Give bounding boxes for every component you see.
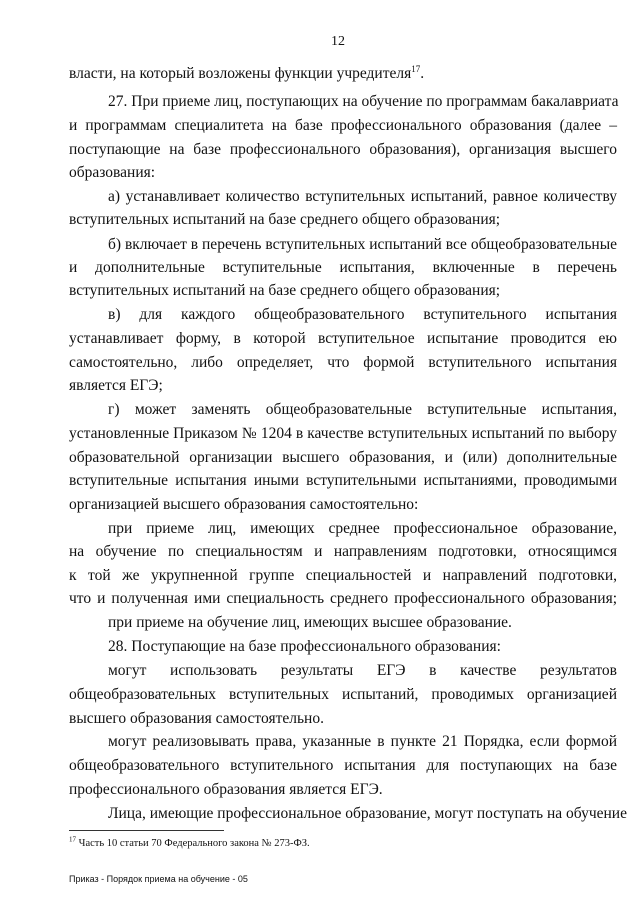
text-line bbox=[108, 519, 617, 538]
line-text: и дополнительные вступительные испытания, включенные в перечень bbox=[69, 259, 617, 276]
line-text: общеобразовательного вступительного испытания для поступающих на базе bbox=[69, 757, 617, 774]
text-line bbox=[108, 235, 617, 254]
line-text: к той же укрупненной группе специальностей и направлений подготовки, bbox=[69, 567, 617, 584]
line-text: в) для каждого общеобразовательного вступительного испытания bbox=[108, 306, 617, 323]
text-line bbox=[69, 376, 617, 395]
footnote-text: Часть 10 статьи 70 Федерального закона № 273-ФЗ. bbox=[76, 838, 310, 849]
line-text: образования: bbox=[69, 164, 156, 181]
text-line bbox=[108, 661, 617, 680]
line-text: а) устанавливает количество вступительных испытаний, равное количеству bbox=[108, 188, 617, 205]
line-text: на обучение по специальностям и направлениям подготовки, относящимся bbox=[69, 543, 617, 560]
line-text: Лица, имеющие профессиональное образование, могут поступать на обучение bbox=[108, 805, 627, 822]
page-footer: Приказ - Порядок приема на обучение - 05 bbox=[69, 874, 248, 884]
line-text: является ЕГЭ; bbox=[69, 377, 163, 394]
text-line bbox=[69, 210, 617, 229]
line-text: высшего образования самостоятельно. bbox=[69, 710, 324, 727]
text-line bbox=[108, 732, 617, 751]
line-text: могут использовать результаты ЕГЭ в качестве результатов bbox=[108, 662, 617, 679]
text-line bbox=[69, 495, 617, 514]
text-line bbox=[69, 353, 617, 372]
text-line bbox=[69, 780, 617, 799]
text-line bbox=[108, 804, 627, 823]
text-line bbox=[69, 709, 617, 728]
line-text: поступающие на базе профессионального образования), организация высшего bbox=[69, 141, 617, 158]
text-line bbox=[69, 448, 617, 467]
line-text: самостоятельно, либо определяет, что формой вступительного испытания bbox=[69, 354, 617, 371]
text-line bbox=[69, 685, 617, 704]
footnote bbox=[69, 835, 310, 849]
line-text: профессионального образования является ЕГЭ. bbox=[69, 781, 383, 798]
text-line bbox=[69, 756, 617, 775]
text-line bbox=[108, 187, 617, 206]
line-text: устанавливает форму, в которой вступительное испытание проводится ею bbox=[69, 330, 617, 347]
line-text: б) включает в перечень вступительных испытаний все общеобразовательные bbox=[108, 236, 617, 253]
text-line bbox=[69, 589, 617, 608]
line-text: что и полученная ими специальность среднего профессионального образования; bbox=[69, 590, 617, 607]
line-text: вступительные испытания иными вступительными испытаниями, проводимыми bbox=[69, 472, 617, 489]
line-text: 28. Поступающие на базе профессионального образования: bbox=[108, 638, 501, 655]
line-text: общеобразовательных вступительных испытаний, проводимых организацией bbox=[69, 686, 617, 703]
text-line bbox=[108, 400, 617, 419]
text-line bbox=[69, 542, 617, 561]
text-line bbox=[108, 92, 617, 111]
line-text: 27. При приеме лиц, поступающих на обучение по программам бакалавриата bbox=[108, 93, 619, 110]
text-line bbox=[69, 329, 617, 348]
page-number: 12 bbox=[331, 34, 345, 49]
text-line bbox=[69, 140, 617, 159]
text-line bbox=[69, 163, 617, 182]
line-text: при приеме лиц, имеющих среднее профессиональное образование, bbox=[108, 520, 617, 537]
text-line bbox=[108, 305, 617, 324]
line-text: могут реализовывать права, указанные в пункте 21 Порядка, если формой bbox=[108, 733, 617, 750]
text-line bbox=[69, 281, 617, 300]
text-line bbox=[69, 258, 617, 277]
text-line bbox=[69, 566, 617, 585]
footnote-reference: 17 bbox=[411, 63, 421, 74]
line-text: вступительных испытаний на базе среднего общего образования; bbox=[69, 282, 501, 299]
text-line bbox=[69, 471, 617, 490]
line-text: и программам специалитета на базе профессионального образования (далее – bbox=[69, 117, 617, 134]
line-text: образовательной организации высшего образования, и (или) дополнительные bbox=[69, 449, 617, 466]
line-tail: . bbox=[420, 65, 425, 82]
line-text: власти, на который возложены функции учредителя bbox=[69, 65, 412, 82]
footnote-mark: 17 bbox=[69, 835, 76, 844]
line-text: установленные Приказом № 1204 в качестве вступительных испытаний по выбору bbox=[69, 425, 617, 442]
line-text: при приеме на обучение лиц, имеющих высшее образование. bbox=[108, 614, 512, 631]
text-line bbox=[69, 116, 617, 135]
text-line bbox=[69, 424, 617, 443]
text-line bbox=[108, 613, 617, 632]
line-text: организацией высшего образования самостоятельно: bbox=[69, 496, 419, 513]
line-text: вступительных испытаний на базе среднего общего образования; bbox=[69, 211, 501, 228]
text-line bbox=[69, 64, 617, 83]
footnote-divider bbox=[69, 830, 224, 831]
line-text: г) может заменять общеобразовательные вступительные испытания, bbox=[108, 401, 617, 418]
text-line bbox=[108, 637, 617, 656]
